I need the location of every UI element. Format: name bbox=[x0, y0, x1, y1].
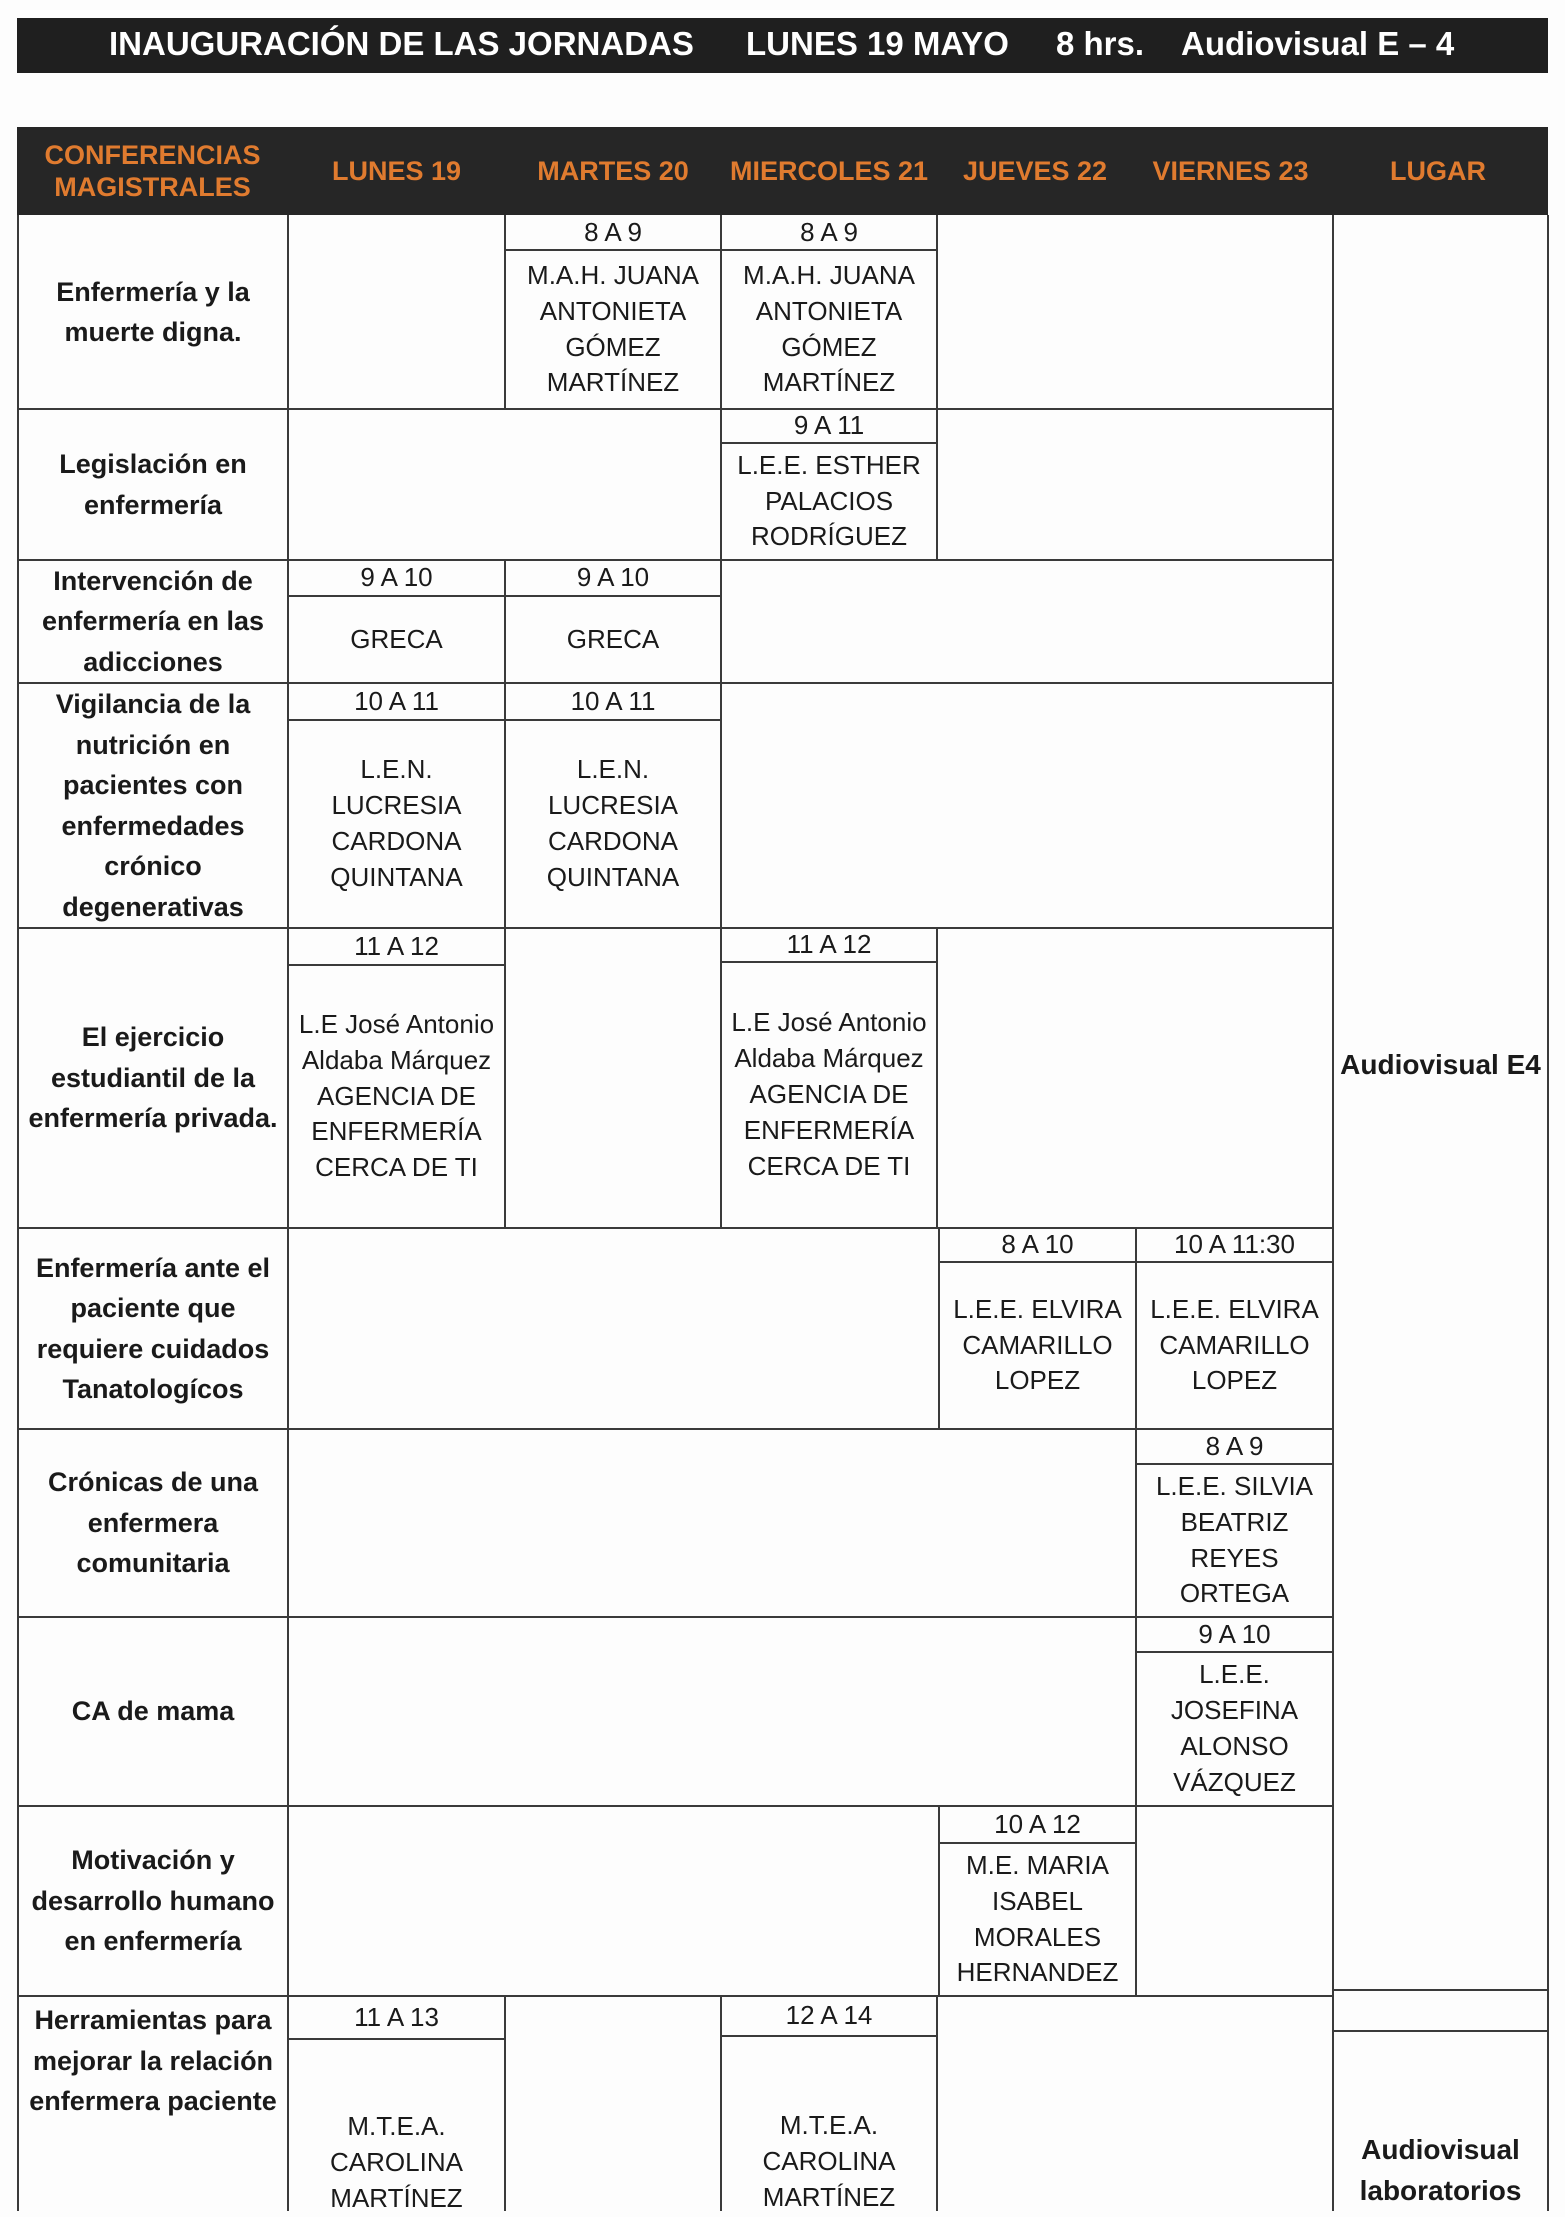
schedule-header-row bbox=[17, 127, 1548, 215]
speaker-cell: L.E José Antonio Aldaba Márquez AGENCIA DE ENFERMERÍA CERCA DE TI bbox=[731, 1007, 927, 1181]
speaker-cell: L.E José Antonio Aldaba Márquez AGENCIA DE ENFERMERÍA CERCA DE TI bbox=[298, 1008, 495, 1183]
speaker-cell: M.T.E.A. CAROLINA MARTÍNEZ bbox=[330, 2111, 463, 2213]
time-cell: 11 A 12 bbox=[354, 930, 439, 961]
speaker-cell: M.A.H. JUANA ANTONIETA GÓMEZ MARTÍNEZ bbox=[527, 259, 699, 398]
row-title-ca-mama: CA de mama bbox=[71, 1696, 235, 1727]
header-miercoles: MIERCOLES 21 bbox=[729, 155, 929, 186]
banner-place: Audiovisual E – 4 bbox=[1181, 25, 1455, 62]
speaker-cell: M.A.H. JUANA ANTONIETA GÓMEZ MARTÍNEZ bbox=[743, 259, 915, 398]
time-cell: 12 A 14 bbox=[785, 2000, 873, 2031]
inauguration-banner bbox=[17, 18, 1548, 73]
banner-hour: 8 hrs. bbox=[1056, 25, 1145, 62]
row-title-cronicas: Crónicas de una enfermera comunitaria bbox=[47, 1467, 259, 1579]
header-lugar: LUGAR bbox=[1390, 155, 1486, 186]
time-cell: 11 A 13 bbox=[354, 2001, 439, 2032]
speaker-cell: L.E.E. SILVIA BEATRIZ REYES ORTEGA bbox=[1155, 1470, 1314, 1609]
row-title-nutricion: Vigilancia de la nutrición en pacientes con enfermedades crónico degenerativas bbox=[55, 689, 251, 922]
banner-title: INAUGURACIÓN DE LAS JORNADAS bbox=[109, 25, 694, 62]
time-cell: 9 A 10 bbox=[360, 562, 433, 593]
row-title-legislacion: Legislación en enfermería bbox=[59, 449, 247, 520]
header-jueves: JUEVES 22 bbox=[962, 155, 1108, 186]
time-cell: 8 A 9 bbox=[1205, 1430, 1264, 1461]
speaker-cell: GRECA bbox=[350, 623, 443, 654]
row-title-muerte-digna: Enfermería y la muerte digna. bbox=[56, 276, 250, 347]
time-cell: 11 A 12 bbox=[786, 929, 872, 960]
speaker-cell: L.E.E. JOSEFINA ALONSO VÁZQUEZ bbox=[1170, 1659, 1299, 1797]
speaker-cell: L.E.E. ESTHER PALACIOS RODRÍGUEZ bbox=[737, 449, 921, 552]
row-title-herramientas: Herramientas para mejorar la relación enfermera paciente bbox=[29, 2005, 277, 2116]
time-cell: 8 A 9 bbox=[800, 216, 858, 247]
speaker-cell: L.E.N. LUCRESIA CARDONA QUINTANA bbox=[330, 754, 463, 892]
time-cell: 9 A 11 bbox=[793, 410, 865, 441]
header-viernes: VIERNES 23 bbox=[1152, 155, 1309, 186]
header-lunes: LUNES 19 bbox=[331, 155, 462, 186]
time-cell: 10 A 11:30 bbox=[1174, 1229, 1295, 1260]
place-audiovisual-e4: Audiovisual E4 bbox=[1340, 1048, 1541, 1080]
header-martes: MARTES 20 bbox=[537, 155, 689, 186]
speaker-cell: GRECA bbox=[566, 623, 660, 654]
row-title-adicciones: Intervención de enfermería en las adicciones bbox=[41, 565, 265, 677]
header-conferencias: CONFERENCIAS MAGISTRALES bbox=[44, 139, 261, 202]
banner-date: LUNES 19 MAYO bbox=[746, 25, 1009, 62]
time-cell: 9 A 10 bbox=[576, 562, 650, 593]
row-title-tanatologicos: Enfermería ante el paciente que requiere cuidados Tanatologícos bbox=[35, 1252, 271, 1404]
speaker-cell: L.E.N. LUCRESIA CARDONA QUINTANA bbox=[546, 754, 680, 892]
time-cell: 10 A 11 bbox=[354, 685, 439, 716]
time-cell: 10 A 11 bbox=[570, 685, 656, 716]
time-cell: 9 A 10 bbox=[1198, 1618, 1271, 1649]
time-cell: 8 A 9 bbox=[584, 216, 642, 247]
time-cell: 10 A 12 bbox=[994, 1808, 1081, 1839]
place-audiovisual-laboratorios: Audiovisual laboratorios bbox=[1359, 2134, 1522, 2206]
speaker-cell: L.E.E. ELVIRA CAMARILLO LOPEZ bbox=[953, 1293, 1122, 1396]
time-cell: 8 A 10 bbox=[1001, 1229, 1074, 1260]
speaker-cell: L.E.E. ELVIRA CAMARILLO LOPEZ bbox=[1150, 1293, 1319, 1396]
row-title-motivacion: Motivación y desarrollo humano en enfermería bbox=[31, 1845, 275, 1957]
speaker-cell: M.T.E.A. CAROLINA MARTÍNEZ bbox=[762, 2110, 896, 2212]
speaker-cell: M.E. MARIA ISABEL MORALES HERNANDEZ bbox=[956, 1849, 1119, 1988]
row-title-ejercicio-privada: El ejercicio estudiantil de la enfermería privada. bbox=[28, 1022, 278, 1134]
